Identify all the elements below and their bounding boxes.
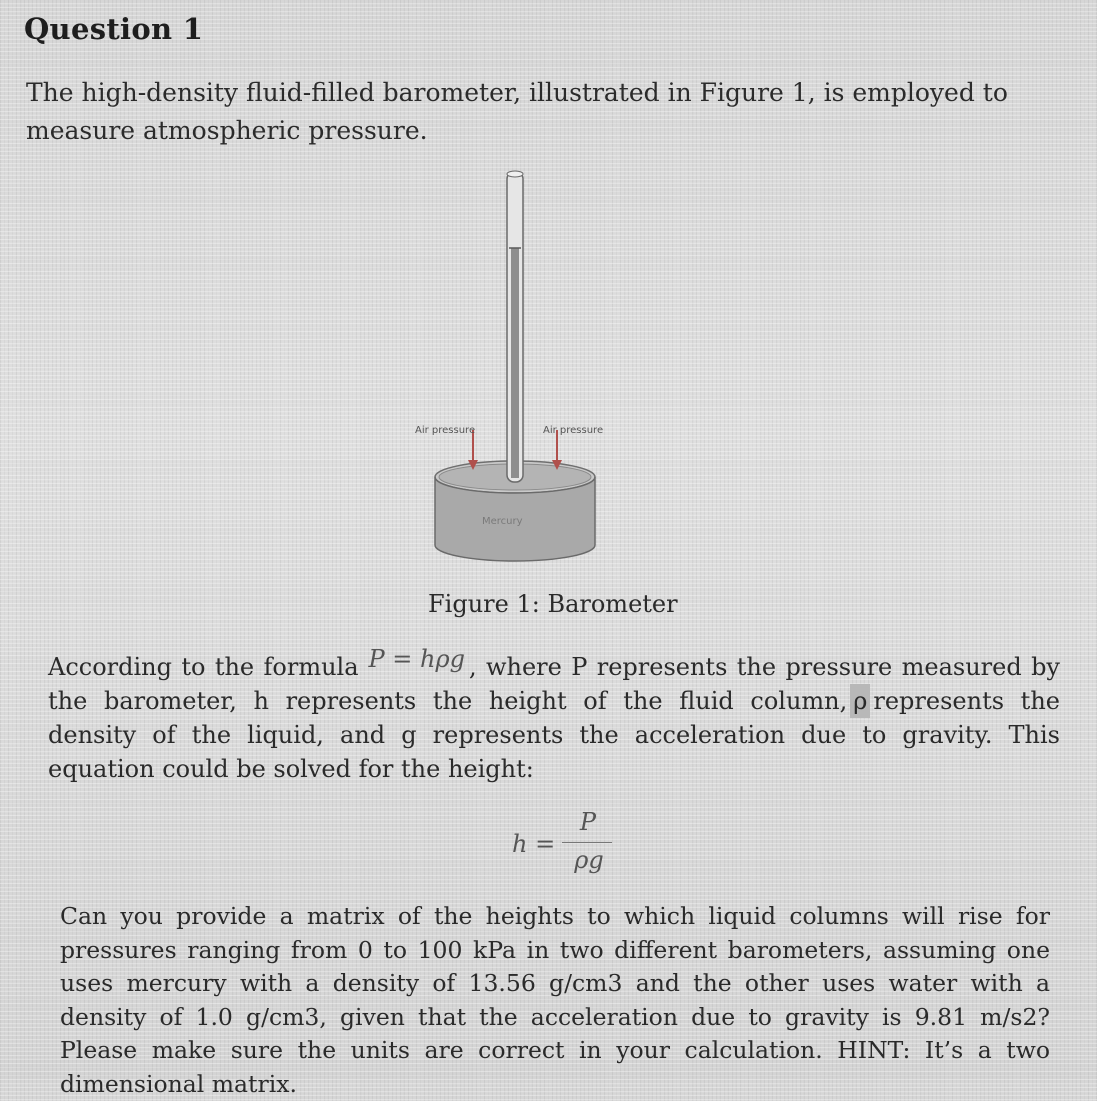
equation-denominator: ρg — [574, 846, 604, 874]
pressure-formula: P = hρg — [368, 645, 465, 673]
explanation-end: represents the density of the liquid, and g represents the acceleration due to gravity. This equation could be solved for the height: — [48, 687, 1060, 783]
question-intro: The high-density fluid-filled barometer, illustrated in Figure 1, is employed to measure atmospheric pressure. — [26, 78, 1008, 145]
question-title: Question 1 — [24, 12, 204, 46]
rho-symbol: ρ — [850, 684, 870, 718]
barometer-illustration — [400, 160, 650, 580]
air-pressure-label-left: Air pressure — [415, 425, 476, 436]
equation-numerator: P — [579, 808, 597, 836]
formula-explanation — [48, 645, 1060, 786]
height-equation — [512, 808, 652, 880]
task-prompt: Can you provide a matrix of the heights to which liquid columns will rise for pressures ranging from 0 to 100 kPa in two different barometers, assuming one uses mercury with a density of 13.56 g/cm3 and the other uses water with a density of 1.0 g/cm3, given that the acceleration due to gravity is 9.81 m/s2? Please make sure the units are correct in your calculation. HINT: It’s a two dimensional matrix. — [60, 902, 1050, 1098]
mercury-column — [511, 248, 519, 478]
barometer-figure — [400, 160, 650, 580]
fraction-bar — [562, 842, 612, 843]
figure-caption: Figure 1: Barometer — [428, 590, 678, 618]
air-pressure-label-right: Air pressure — [543, 425, 604, 436]
explanation-middle: , where P represents the pressure measured by the barometer, h represents the height of the fluid column, — [48, 653, 1060, 715]
mercury-label: Mercury — [482, 516, 523, 527]
equation-lhs: h = — [512, 830, 556, 858]
explanation-intro: According to the formula — [48, 653, 359, 681]
